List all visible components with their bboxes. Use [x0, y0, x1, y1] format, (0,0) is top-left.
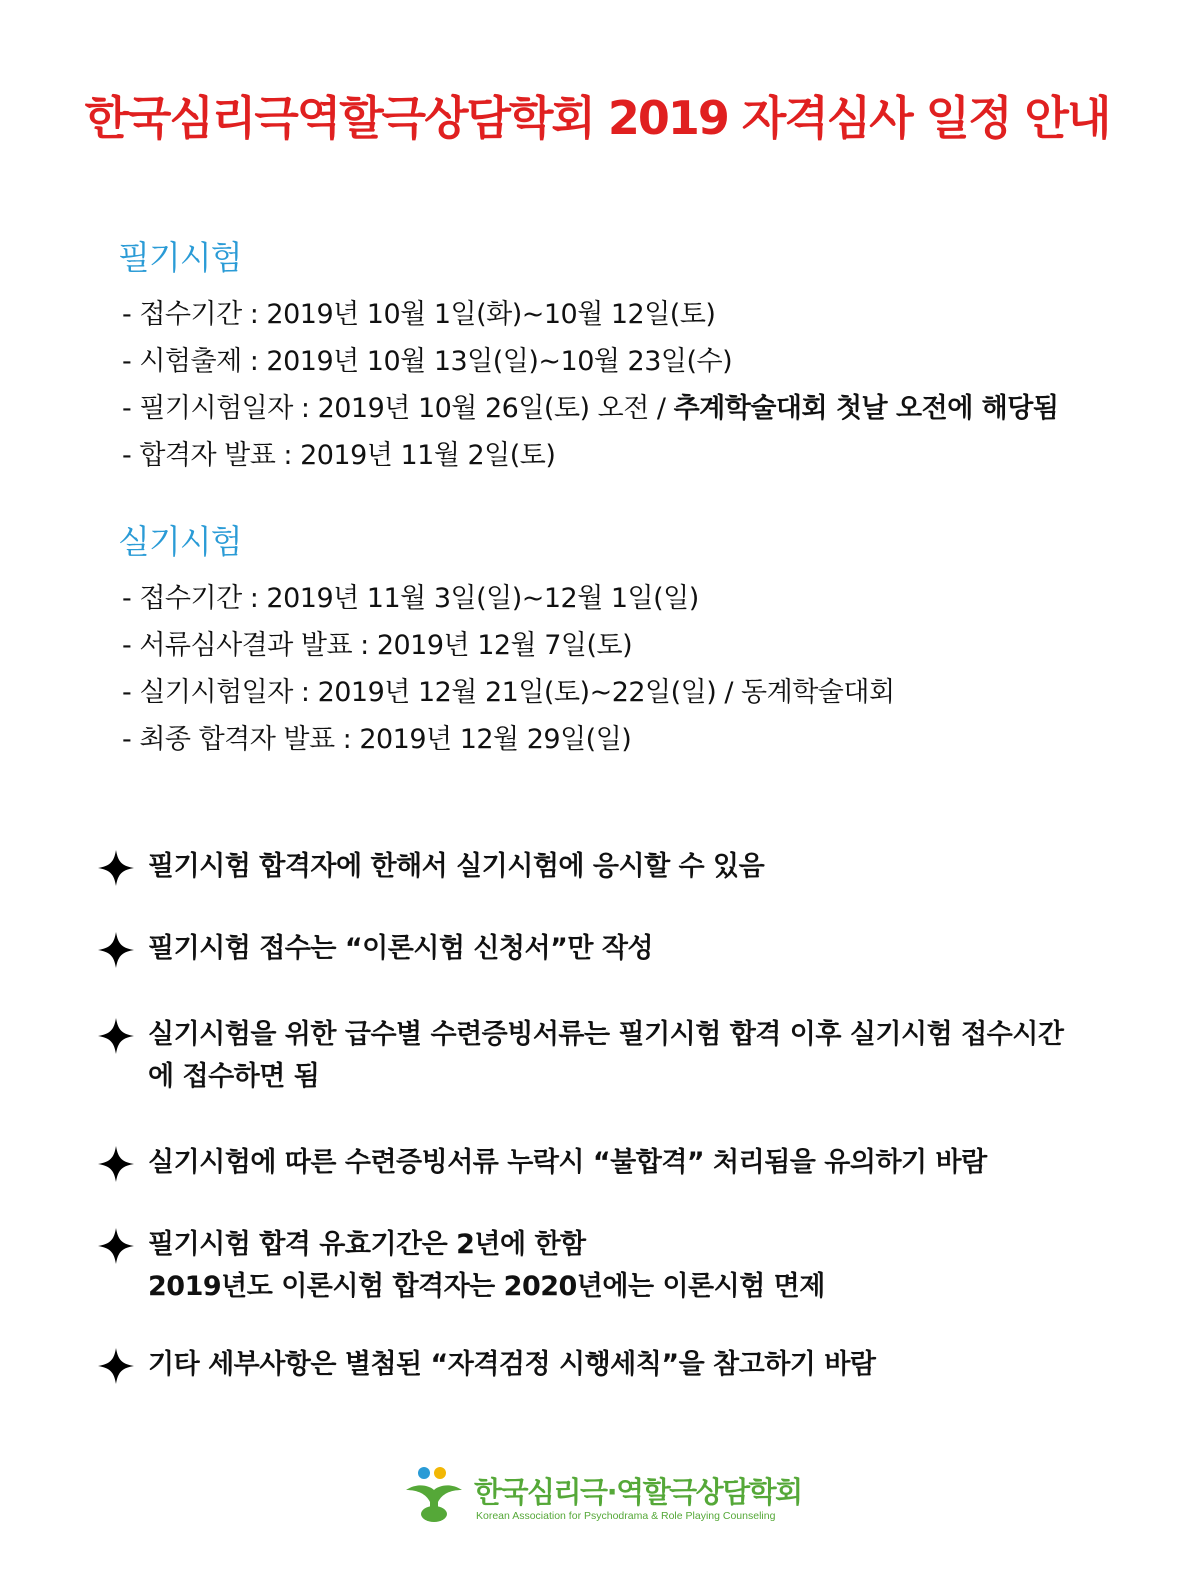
note-item [98, 1142, 987, 1184]
written-exam-section [118, 232, 1058, 479]
practical-exam-date: - 실기시험일자 : 2019년 12월 21일(토)~22일(일) / 동계학술대회 [122, 677, 895, 708]
four-point-star-icon [98, 932, 134, 968]
note-line: 필기시험 합격자에 한해서 실기시험에 응시할 수 있음 [148, 851, 765, 882]
logo-name-korean: 한국심리극·역할극상담학회 [474, 1475, 802, 1509]
page-title: 한국심리극역할극상담학회 2019 자격심사 일정 안내 [84, 91, 1110, 145]
four-point-star-icon [98, 1348, 134, 1384]
note-line: 필기시험 접수는 “이론시험 신청서”만 작성 [148, 933, 653, 964]
note-item [98, 1014, 1063, 1098]
final-results-announcement: - 최종 합격자 발표 : 2019년 12월 29일(일) [122, 724, 632, 755]
written-exam-heading: 필기시험 [118, 238, 242, 277]
note-item [98, 846, 764, 888]
note-item [98, 1224, 825, 1308]
written-question-period: - 시험출제 : 2019년 10월 13일(일)~10월 23일(수) [122, 346, 733, 377]
practical-exam-section [118, 516, 895, 763]
note-item [98, 1344, 875, 1386]
written-results-announcement: - 합격자 발표 : 2019년 11월 2일(토) [122, 440, 556, 471]
note-line: 2019년도 이론시험 합격자는 2020년에는 이론시험 면제 [148, 1271, 825, 1302]
written-registration-period: - 접수기간 : 2019년 10월 1일(화)~10월 12일(토) [122, 299, 716, 330]
written-exam-date-note: 추계학술대회 첫날 오전에 해당됨 [673, 393, 1059, 424]
document-review-announcement: - 서류심사결과 발표 : 2019년 12월 7일(토) [122, 630, 633, 661]
logo-mark-icon [404, 1464, 464, 1524]
written-exam-date-text: - 필기시험일자 : 2019년 10월 26일(토) 오전 / [122, 393, 674, 424]
four-point-star-icon [98, 1018, 134, 1054]
association-logo [404, 1464, 804, 1528]
four-point-star-icon [98, 1146, 134, 1182]
note-line: 에 접수하면 됨 [148, 1061, 320, 1092]
four-point-star-icon [98, 1228, 134, 1264]
written-exam-date [118, 385, 1058, 432]
note-line: 실기시험을 위한 급수별 수련증빙서류는 필기시험 합격 이후 실기시험 접수시간 [148, 1019, 1064, 1050]
practical-exam-heading: 실기시험 [118, 522, 242, 561]
practical-registration-period: - 접수기간 : 2019년 11월 3일(일)~12월 1일(일) [122, 583, 699, 614]
note-line: 실기시험에 따른 수련증빙서류 누락시 “불합격” 처리됨을 유의하기 바람 [148, 1147, 987, 1178]
note-line: 필기시험 합격 유효기간은 2년에 한함 [148, 1229, 586, 1260]
note-line: 기타 세부사항은 별첨된 “자격검정 시행세칙”을 참고하기 바람 [148, 1349, 876, 1380]
logo-name-english: Korean Association for Psychodrama & Role Playing Counseling [476, 1510, 776, 1522]
note-item [98, 928, 653, 970]
four-point-star-icon [98, 850, 134, 886]
